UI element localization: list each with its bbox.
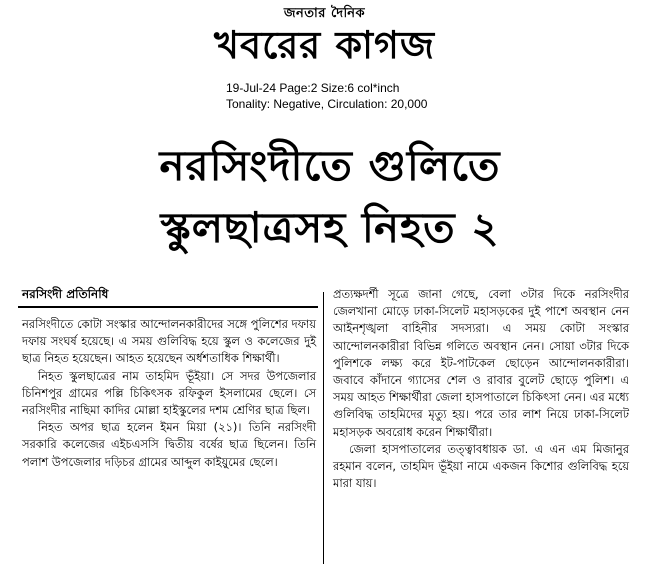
article-paragraph: নিহত স্কুলছাত্রের নাম তাহমিদ ভূঁইয়া। সে সদর উপজেলার চিনিশপুর গ্রামের পল্লি চিকিৎসক রফিকুল ইসলামের ছেলে। সে নরসিংদীর নাছিমা কাদির মোল্লা হাইস্কুলের দশম শ্রেণির ছাত্র ছিল। bbox=[22, 368, 316, 418]
masthead-tagline: জনতার দৈনিক bbox=[283, 6, 366, 21]
article-paragraph: নরসিংদীতে কোটা সংস্কার আন্দোলনকারীদের সঙ্গে পুলিশের দফায় দফায় সংঘর্ষ হয়েছে। এ সময় গুলিবিদ্ধ হয়ে স্কুল ও কলেজের দুই ছাত্র নিহত হয়েছেন। আহত হয়েছেন অর্ধশতাধিক শিক্ষার্থী। bbox=[22, 317, 316, 366]
article-column-left bbox=[22, 316, 316, 471]
newspaper-name: খবরের কাগজ bbox=[214, 23, 435, 67]
byline: নরসিংদী প্রতিনিধি bbox=[22, 287, 109, 301]
article-paragraph: প্রত্যক্ষদর্শী সূত্রে জানা গেছে, বেলা ৩টার দিকে নরসিংদীর জেলখানা মোড়ে ঢাকা-সিলেট মহাসড়কের দুই পাশে অবস্থান নেন আইনশৃঙ্খলা বাহিনীর সদস্যরা। এ সময় কোটা সংস্কার আন্দোলনকারীরা বিভিন্ন গলিতে অবস্থান নেন। সোয়া ৩টার দিকে পুলিশকে লক্ষ্য করে ইট-পাটকেল ছোড়েন আন্দোলনকারীরা। জবাবে কাঁদানে গ্যাসের শেল ও রাবার বুলেট ছোড়ে পুলিশ। এ সময় আহত শিক্ষার্থীরা জেলা হাসপাতালে চিকিৎসা নেন। এর মধ্যে গুলিবিদ্ধ তাহমিদের মৃত্যু হয়। পরে তার লাশ নিয়ে ঢাকা-সিলেট মহাসড়ক অবরোধ করেন শিক্ষার্থীরা। bbox=[333, 287, 629, 439]
byline-divider bbox=[18, 306, 318, 308]
clipping-tonality-circulation: Tonality: Negative, Circulation: 20,000 bbox=[226, 97, 428, 111]
article-paragraph: জেলা হাসপাতালের তত্ত্বাবধায়ক ডা. এ এন এম মিজানুর রহমান বলেন, তাহমিদ ভূঁইয়া নামে একজন কিশোর গুলিবিদ্ধ হয়ে মারা যায়। bbox=[333, 441, 629, 491]
clipping-meta bbox=[226, 80, 427, 112]
article-column-right bbox=[333, 286, 629, 492]
article-headline bbox=[40, 135, 620, 259]
clipping-date-page-size: 19-Jul-24 Page:2 Size:6 col*inch bbox=[226, 81, 400, 95]
column-divider bbox=[323, 292, 324, 564]
headline-line-1: নরসিংদীতে গুলিতে bbox=[159, 141, 501, 190]
masthead bbox=[0, 4, 649, 67]
article-paragraph: নিহত অপর ছাত্র হলেন ইমন মিয়া (২১)। তিনি নরসিংদী সরকারি কলেজের এইচএসসি দ্বিতীয় বর্ষের ছাত্র ছিলেন। তিনি পলাশ উপজেলার দড়িচর গ্রামের আব্দুল কাইয়ুমের ছেলে। bbox=[22, 420, 316, 469]
headline-line-2: স্কুলছাত্রসহ নিহত ২ bbox=[160, 203, 500, 252]
